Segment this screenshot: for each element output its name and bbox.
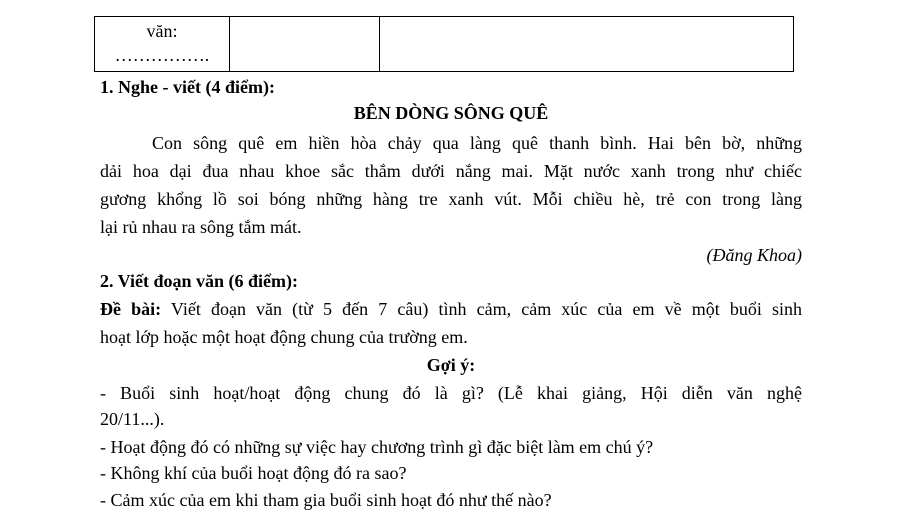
section1-heading: 1. Nghe - viết (4 điểm): <box>100 77 275 97</box>
table-label-line1: văn: <box>146 21 178 41</box>
passage-line: lại rủ nhau ra sông tắm mát. <box>100 217 302 237</box>
hint-line: - Buổi sinh hoạt/hoạt động chung đó là gì? (Lễ khai giảng, Hội diễn văn nghệ <box>100 383 802 403</box>
passage-line: dải hoa dại đua nhau khoe sắc thắm dưới nắng mai. Mặt nước xanh trong như chiếc <box>100 161 802 181</box>
header-table <box>94 16 794 72</box>
prompt-text: Viết đoạn văn (từ 5 đến 7 câu) tình cảm, cảm xúc của em về một buổi sinh <box>161 299 802 319</box>
prompt-line-2: hoạt lớp hoặc một hoạt động chung của trường em. <box>100 327 468 347</box>
hint-title: Gợi ý: <box>426 355 476 375</box>
passage-line: gương khổng lồ soi bóng những hàng tre xanh vút. Mỗi chiều hè, trẻ con trong làng <box>100 189 802 209</box>
prompt-label: Đề bài: <box>100 299 162 319</box>
table-middle-cell <box>230 17 380 72</box>
passage-author: (Đăng Khoa) <box>706 245 802 265</box>
table-label-cell <box>95 17 230 72</box>
prompt-line <box>100 296 802 322</box>
passage-line: Con sông quê em hiền hòa chảy qua làng quê thanh bình. Hai bên bờ, những <box>152 133 802 153</box>
hint-line: - Cảm xúc của em khi tham gia buổi sinh hoạt đó như thế nào? <box>100 490 552 510</box>
passage-title: BÊN DÒNG SÔNG QUÊ <box>353 103 549 123</box>
hint-line: - Hoạt động đó có những sự việc hay chương trình gì đặc biệt làm em chú ý? <box>100 437 654 457</box>
hint-line: 20/11...). <box>100 409 165 429</box>
section2-heading: 2. Viết đoạn văn (6 điểm): <box>100 271 298 291</box>
hint-line: - Không khí của buổi hoạt động đó ra sao? <box>100 463 407 483</box>
table-right-cell <box>380 17 794 72</box>
table-label-line2: ……………. <box>114 45 210 65</box>
